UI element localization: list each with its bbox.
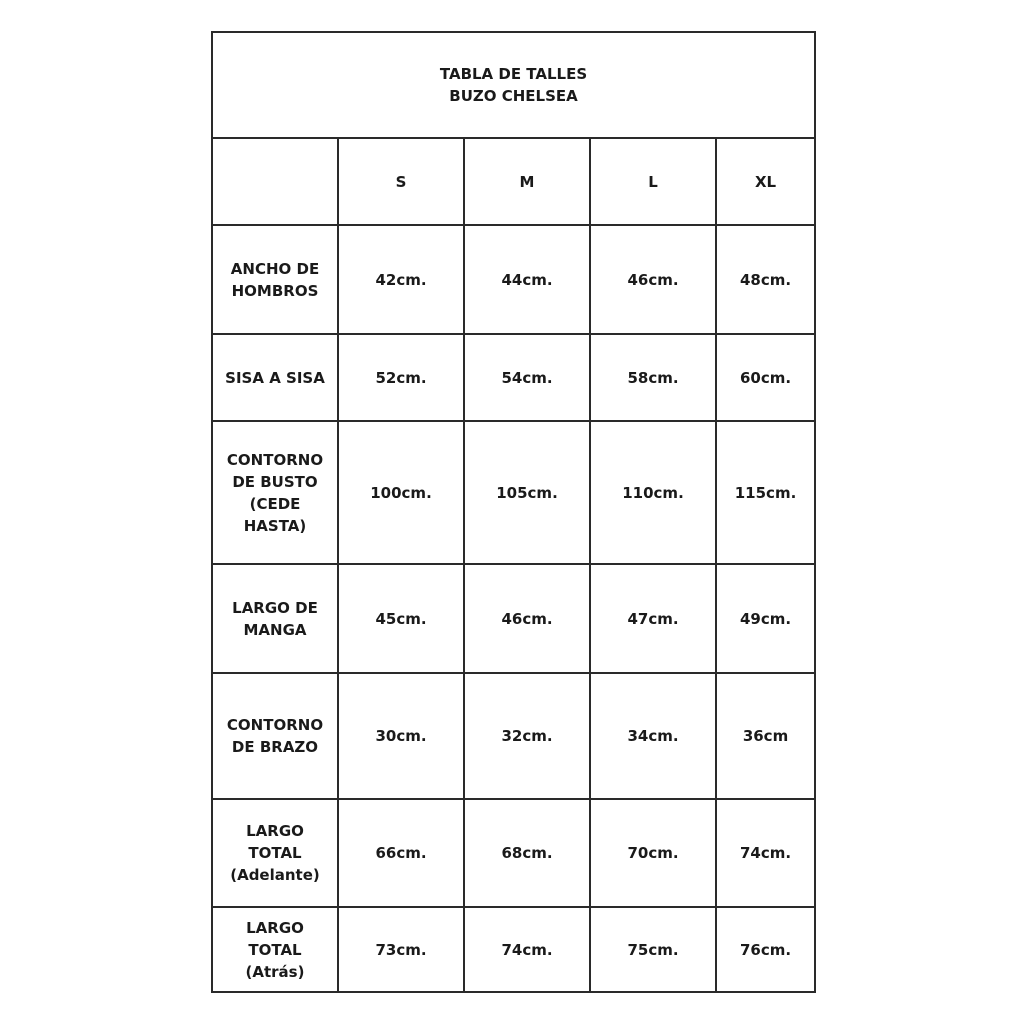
size-header-m: M xyxy=(464,138,590,225)
row-label-line: LARGO DE xyxy=(232,598,318,617)
row-label-line: DE BRAZO xyxy=(231,738,319,756)
table-cell: 45cm. xyxy=(338,564,464,673)
table-cell: 76cm. xyxy=(716,907,815,992)
table-cell: 52cm. xyxy=(338,334,464,421)
row-label-line: LARGO xyxy=(246,822,304,840)
row-label-line: (CEDE xyxy=(249,494,301,513)
table-cell: 44cm. xyxy=(464,225,590,334)
row-label-line: (Adelante) xyxy=(230,866,320,884)
row-label-line: MANGA xyxy=(243,620,307,639)
row-label-line: CONTORNO xyxy=(226,716,324,734)
row-label xyxy=(212,564,338,673)
row-label xyxy=(212,421,338,564)
table-cell: 30cm. xyxy=(338,673,464,799)
table-cell: 110cm. xyxy=(590,421,716,564)
table-cell: 49cm. xyxy=(716,564,815,673)
table-cell: 34cm. xyxy=(590,673,716,799)
row-label-line: CONTORNO xyxy=(226,450,324,469)
row-label-line: TOTAL xyxy=(248,844,302,862)
table-cell: 42cm. xyxy=(338,225,464,334)
title-row xyxy=(212,32,815,138)
table-cell: 74cm. xyxy=(716,799,815,907)
row-label xyxy=(212,673,338,799)
table-row xyxy=(212,564,815,673)
table-title xyxy=(212,32,815,138)
table-cell: 74cm. xyxy=(464,907,590,992)
table-title-line-2: BUZO CHELSEA xyxy=(449,87,578,105)
table-cell: 60cm. xyxy=(716,334,815,421)
table-row xyxy=(212,334,815,421)
table-cell: 68cm. xyxy=(464,799,590,907)
table-cell: 46cm. xyxy=(464,564,590,673)
row-label xyxy=(212,907,338,992)
table-row xyxy=(212,225,815,334)
size-header-l: L xyxy=(590,138,716,225)
row-label-line: (Atrás) xyxy=(245,962,305,981)
row-label-line: ANCHO DE xyxy=(230,259,320,278)
table-cell: 100cm. xyxy=(338,421,464,564)
size-header-row xyxy=(212,138,815,225)
table-cell: 115cm. xyxy=(716,421,815,564)
table-cell: 66cm. xyxy=(338,799,464,907)
table-cell: 58cm. xyxy=(590,334,716,421)
table-row xyxy=(212,799,815,907)
size-header-s: S xyxy=(338,138,464,225)
row-label xyxy=(212,225,338,334)
table-cell: 36cm xyxy=(716,673,815,799)
row-label-line: HASTA) xyxy=(243,516,307,535)
row-label-line: SISA A SISA xyxy=(225,368,325,387)
row-label-line: DE BUSTO xyxy=(232,472,318,491)
size-chart-table xyxy=(211,31,816,993)
table-cell: 73cm. xyxy=(338,907,464,992)
row-label-line: TOTAL xyxy=(248,940,302,959)
size-header-xl: XL xyxy=(716,138,815,225)
table-row xyxy=(212,421,815,564)
table-cell: 48cm. xyxy=(716,225,815,334)
row-label-line: LARGO xyxy=(246,918,304,937)
table-row xyxy=(212,907,815,992)
table-cell: 46cm. xyxy=(590,225,716,334)
table-cell: 54cm. xyxy=(464,334,590,421)
table-cell: 47cm. xyxy=(590,564,716,673)
row-label xyxy=(212,334,338,421)
row-label-line: HOMBROS xyxy=(231,281,319,300)
row-label xyxy=(212,799,338,907)
table-cell: 70cm. xyxy=(590,799,716,907)
corner-cell xyxy=(212,138,338,225)
table-cell: 32cm. xyxy=(464,673,590,799)
table-cell: 75cm. xyxy=(590,907,716,992)
table-row xyxy=(212,673,815,799)
table-cell: 105cm. xyxy=(464,421,590,564)
table-title-line-1: TABLA DE TALLES xyxy=(439,65,588,83)
